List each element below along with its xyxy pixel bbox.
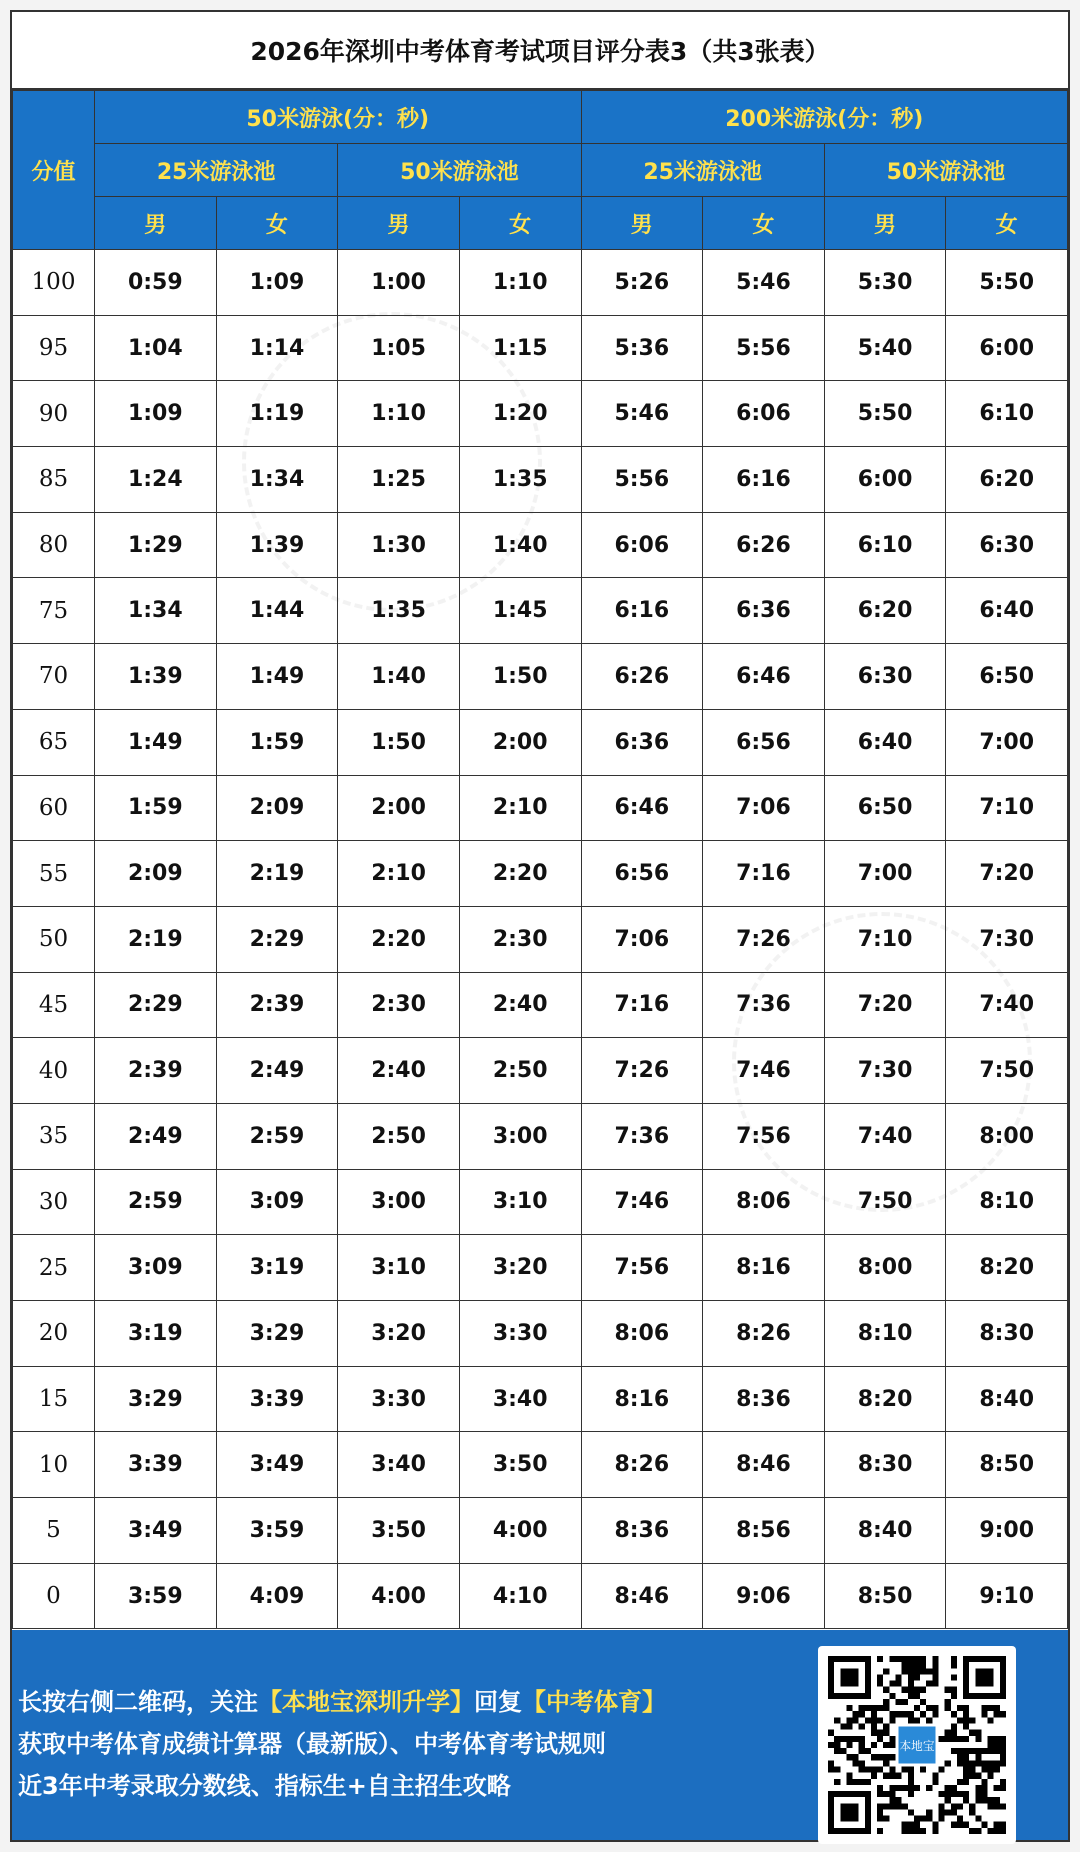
time-cell: 5:46 [581, 381, 703, 447]
pool-header: 50米游泳池 [338, 144, 581, 197]
time-cell: 7:20 [824, 972, 946, 1038]
footer-text: 长按右侧二维码，关注 [18, 1688, 258, 1716]
score-cell: 90 [13, 381, 95, 447]
time-cell: 1:49 [216, 644, 338, 710]
pool-header: 25米游泳池 [95, 144, 338, 197]
time-cell: 4:00 [459, 1498, 581, 1564]
time-cell: 7:30 [824, 1038, 946, 1104]
score-cell: 35 [13, 1103, 95, 1169]
pool-header: 50米游泳池 [824, 144, 1067, 197]
time-cell: 7:10 [824, 906, 946, 972]
time-cell: 1:34 [95, 578, 217, 644]
time-cell: 8:06 [703, 1169, 825, 1235]
time-cell: 6:36 [703, 578, 825, 644]
time-cell: 5:50 [824, 381, 946, 447]
time-cell: 3:19 [216, 1235, 338, 1301]
time-cell: 6:46 [703, 644, 825, 710]
time-cell: 8:20 [946, 1235, 1068, 1301]
table-row [13, 315, 1068, 381]
qr-code[interactable] [818, 1646, 1016, 1844]
time-cell: 1:44 [216, 578, 338, 644]
time-cell: 3:50 [459, 1432, 581, 1498]
table-row [13, 841, 1068, 907]
time-cell: 2:59 [216, 1103, 338, 1169]
time-cell: 2:30 [338, 972, 460, 1038]
time-cell: 6:50 [824, 775, 946, 841]
event-header-row [13, 91, 1068, 144]
time-cell: 3:40 [338, 1432, 460, 1498]
time-cell: 2:19 [216, 841, 338, 907]
time-cell: 1:50 [459, 644, 581, 710]
table-row [13, 1366, 1068, 1432]
time-cell: 8:10 [946, 1169, 1068, 1235]
time-cell: 8:30 [824, 1432, 946, 1498]
time-cell: 3:59 [95, 1563, 217, 1629]
score-cell: 85 [13, 447, 95, 513]
time-cell: 8:50 [824, 1563, 946, 1629]
time-cell: 8:00 [946, 1103, 1068, 1169]
time-cell: 7:26 [581, 1038, 703, 1104]
time-cell: 7:36 [703, 972, 825, 1038]
pool-header: 25米游泳池 [581, 144, 824, 197]
time-cell: 2:40 [338, 1038, 460, 1104]
time-cell: 5:26 [581, 250, 703, 316]
table-row [13, 972, 1068, 1038]
time-cell: 7:50 [946, 1038, 1068, 1104]
time-cell: 9:10 [946, 1563, 1068, 1629]
gender-header: 女 [216, 197, 338, 250]
time-cell: 2:00 [338, 775, 460, 841]
time-cell: 6:56 [703, 709, 825, 775]
time-cell: 8:30 [946, 1301, 1068, 1367]
time-cell: 6:40 [824, 709, 946, 775]
time-cell: 3:29 [95, 1366, 217, 1432]
time-cell: 4:00 [338, 1563, 460, 1629]
time-cell: 6:50 [946, 644, 1068, 710]
score-header: 分值 [13, 91, 95, 250]
time-cell: 2:39 [95, 1038, 217, 1104]
time-cell: 8:40 [946, 1366, 1068, 1432]
score-table [12, 90, 1068, 1629]
time-cell: 8:40 [824, 1498, 946, 1564]
qr-logo-text: 本地宝 [899, 1738, 935, 1753]
time-cell: 1:09 [216, 250, 338, 316]
time-cell: 2:29 [216, 906, 338, 972]
table-row [13, 1038, 1068, 1104]
time-cell: 3:09 [216, 1169, 338, 1235]
time-cell: 7:16 [581, 972, 703, 1038]
gender-header: 男 [824, 197, 946, 250]
time-cell: 3:39 [95, 1432, 217, 1498]
time-cell: 6:46 [581, 775, 703, 841]
score-cell: 100 [13, 250, 95, 316]
time-cell: 8:36 [703, 1366, 825, 1432]
time-cell: 7:40 [946, 972, 1068, 1038]
time-cell: 6:16 [703, 447, 825, 513]
time-cell: 6:36 [581, 709, 703, 775]
qr-code-icon [828, 1656, 1006, 1834]
time-cell: 3:49 [216, 1432, 338, 1498]
time-cell: 5:56 [581, 447, 703, 513]
time-cell: 3:50 [338, 1498, 460, 1564]
time-cell: 1:14 [216, 315, 338, 381]
time-cell: 1:15 [459, 315, 581, 381]
table-row [13, 1563, 1068, 1629]
time-cell: 8:00 [824, 1235, 946, 1301]
time-cell: 4:09 [216, 1563, 338, 1629]
time-cell: 2:10 [459, 775, 581, 841]
event-header-50m: 50米游泳(分：秒) [95, 91, 582, 144]
time-cell: 7:46 [581, 1169, 703, 1235]
time-cell: 1:04 [95, 315, 217, 381]
score-cell: 45 [13, 972, 95, 1038]
time-cell: 2:19 [95, 906, 217, 972]
time-cell: 6:20 [946, 447, 1068, 513]
time-cell: 3:30 [459, 1301, 581, 1367]
time-cell: 7:30 [946, 906, 1068, 972]
time-cell: 2:09 [216, 775, 338, 841]
time-cell: 3:00 [459, 1103, 581, 1169]
score-cell: 80 [13, 512, 95, 578]
score-sheet [10, 10, 1070, 1842]
gender-header: 男 [581, 197, 703, 250]
score-cell: 95 [13, 315, 95, 381]
time-cell: 6:20 [824, 578, 946, 644]
time-cell: 8:36 [581, 1498, 703, 1564]
time-cell: 3:10 [338, 1235, 460, 1301]
time-cell: 3:19 [95, 1301, 217, 1367]
time-cell: 1:49 [95, 709, 217, 775]
table-row [13, 1169, 1068, 1235]
score-cell: 5 [13, 1498, 95, 1564]
score-cell: 30 [13, 1169, 95, 1235]
table-row [13, 709, 1068, 775]
table-row [13, 512, 1068, 578]
score-cell: 50 [13, 906, 95, 972]
time-cell: 8:46 [703, 1432, 825, 1498]
table-row [13, 644, 1068, 710]
time-cell: 5:50 [946, 250, 1068, 316]
time-cell: 1:59 [95, 775, 217, 841]
time-cell: 1:09 [95, 381, 217, 447]
time-cell: 6:10 [946, 381, 1068, 447]
time-cell: 2:50 [459, 1038, 581, 1104]
score-cell: 55 [13, 841, 95, 907]
time-cell: 7:56 [581, 1235, 703, 1301]
table-row [13, 906, 1068, 972]
table-row [13, 447, 1068, 513]
time-cell: 2:40 [459, 972, 581, 1038]
time-cell: 6:30 [824, 644, 946, 710]
gender-header: 女 [459, 197, 581, 250]
score-cell: 25 [13, 1235, 95, 1301]
time-cell: 6:00 [946, 315, 1068, 381]
time-cell: 8:56 [703, 1498, 825, 1564]
time-cell: 1:35 [338, 578, 460, 644]
time-cell: 4:10 [459, 1563, 581, 1629]
time-cell: 1:19 [216, 381, 338, 447]
footer-line-calculator: 获取中考体育成绩计算器（最新版）、中考体育考试规则 [18, 1730, 606, 1758]
footer-text: 回复 [474, 1688, 522, 1716]
time-cell: 1:25 [338, 447, 460, 513]
score-cell: 0 [13, 1563, 95, 1629]
time-cell: 1:40 [338, 644, 460, 710]
time-cell: 9:06 [703, 1563, 825, 1629]
footer-line-admission: 近3年中考录取分数线、指标生+自主招生攻略 [18, 1772, 511, 1800]
time-cell: 6:00 [824, 447, 946, 513]
time-cell: 1:59 [216, 709, 338, 775]
time-cell: 3:10 [459, 1169, 581, 1235]
table-row [13, 578, 1068, 644]
time-cell: 2:49 [216, 1038, 338, 1104]
time-cell: 1:39 [95, 644, 217, 710]
time-cell: 3:39 [216, 1366, 338, 1432]
time-cell: 1:35 [459, 447, 581, 513]
time-cell: 8:10 [824, 1301, 946, 1367]
gender-header: 女 [946, 197, 1068, 250]
time-cell: 1:40 [459, 512, 581, 578]
time-cell: 7:40 [824, 1103, 946, 1169]
time-cell: 1:20 [459, 381, 581, 447]
account-name: 【本地宝深圳升学】 [258, 1688, 474, 1716]
time-cell: 1:39 [216, 512, 338, 578]
time-cell: 2:20 [338, 906, 460, 972]
table-row [13, 1235, 1068, 1301]
time-cell: 7:00 [946, 709, 1068, 775]
time-cell: 1:34 [216, 447, 338, 513]
score-cell: 10 [13, 1432, 95, 1498]
time-cell: 7:06 [703, 775, 825, 841]
time-cell: 0:59 [95, 250, 217, 316]
time-cell: 1:10 [459, 250, 581, 316]
time-cell: 3:30 [338, 1366, 460, 1432]
time-cell: 7:10 [946, 775, 1068, 841]
pool-header-row [13, 144, 1068, 197]
time-cell: 3:40 [459, 1366, 581, 1432]
time-cell: 1:30 [338, 512, 460, 578]
time-cell: 6:06 [703, 381, 825, 447]
footer-line-follow [18, 1682, 666, 1717]
table-row [13, 1103, 1068, 1169]
time-cell: 7:50 [824, 1169, 946, 1235]
time-cell: 5:36 [581, 315, 703, 381]
time-cell: 1:24 [95, 447, 217, 513]
gender-header: 男 [95, 197, 217, 250]
score-cell: 75 [13, 578, 95, 644]
time-cell: 8:46 [581, 1563, 703, 1629]
time-cell: 2:09 [95, 841, 217, 907]
table-row [13, 381, 1068, 447]
time-cell: 2:00 [459, 709, 581, 775]
score-cell: 20 [13, 1301, 95, 1367]
event-header-200m: 200米游泳(分：秒) [581, 91, 1068, 144]
time-cell: 3:20 [459, 1235, 581, 1301]
time-cell: 7:26 [703, 906, 825, 972]
time-cell: 6:26 [703, 512, 825, 578]
time-cell: 1:05 [338, 315, 460, 381]
time-cell: 7:56 [703, 1103, 825, 1169]
footer-banner [12, 1630, 1068, 1840]
time-cell: 9:00 [946, 1498, 1068, 1564]
table-row [13, 1432, 1068, 1498]
time-cell: 8:06 [581, 1301, 703, 1367]
time-cell: 7:16 [703, 841, 825, 907]
score-cell: 60 [13, 775, 95, 841]
time-cell: 3:29 [216, 1301, 338, 1367]
time-cell: 6:30 [946, 512, 1068, 578]
score-table-body [13, 250, 1068, 1629]
table-row [13, 1301, 1068, 1367]
table-row [13, 250, 1068, 316]
time-cell: 8:16 [703, 1235, 825, 1301]
page-title: 2026年深圳中考体育考试项目评分表3（共3张表） [12, 12, 1068, 90]
time-cell: 7:46 [703, 1038, 825, 1104]
gender-header: 女 [703, 197, 825, 250]
time-cell: 6:16 [581, 578, 703, 644]
time-cell: 5:40 [824, 315, 946, 381]
time-cell: 1:00 [338, 250, 460, 316]
gender-header: 男 [338, 197, 460, 250]
time-cell: 6:10 [824, 512, 946, 578]
time-cell: 7:36 [581, 1103, 703, 1169]
time-cell: 2:20 [459, 841, 581, 907]
time-cell: 5:46 [703, 250, 825, 316]
time-cell: 3:59 [216, 1498, 338, 1564]
time-cell: 2:49 [95, 1103, 217, 1169]
time-cell: 2:59 [95, 1169, 217, 1235]
time-cell: 1:10 [338, 381, 460, 447]
time-cell: 8:16 [581, 1366, 703, 1432]
time-cell: 2:39 [216, 972, 338, 1038]
table-row [13, 1498, 1068, 1564]
time-cell: 7:00 [824, 841, 946, 907]
time-cell: 6:40 [946, 578, 1068, 644]
time-cell: 2:30 [459, 906, 581, 972]
reply-keyword: 【中考体育】 [522, 1688, 666, 1716]
time-cell: 6:06 [581, 512, 703, 578]
time-cell: 7:20 [946, 841, 1068, 907]
score-cell: 15 [13, 1366, 95, 1432]
time-cell: 5:56 [703, 315, 825, 381]
time-cell: 2:50 [338, 1103, 460, 1169]
time-cell: 8:20 [824, 1366, 946, 1432]
time-cell: 8:50 [946, 1432, 1068, 1498]
time-cell: 2:29 [95, 972, 217, 1038]
gender-header-row [13, 197, 1068, 250]
time-cell: 5:30 [824, 250, 946, 316]
time-cell: 3:20 [338, 1301, 460, 1367]
time-cell: 3:00 [338, 1169, 460, 1235]
time-cell: 6:56 [581, 841, 703, 907]
time-cell: 2:10 [338, 841, 460, 907]
time-cell: 6:26 [581, 644, 703, 710]
score-cell: 65 [13, 709, 95, 775]
time-cell: 8:26 [581, 1432, 703, 1498]
score-cell: 40 [13, 1038, 95, 1104]
time-cell: 8:26 [703, 1301, 825, 1367]
time-cell: 3:49 [95, 1498, 217, 1564]
time-cell: 1:45 [459, 578, 581, 644]
time-cell: 7:06 [581, 906, 703, 972]
table-row [13, 775, 1068, 841]
time-cell: 1:50 [338, 709, 460, 775]
time-cell: 1:29 [95, 512, 217, 578]
score-cell: 70 [13, 644, 95, 710]
time-cell: 3:09 [95, 1235, 217, 1301]
